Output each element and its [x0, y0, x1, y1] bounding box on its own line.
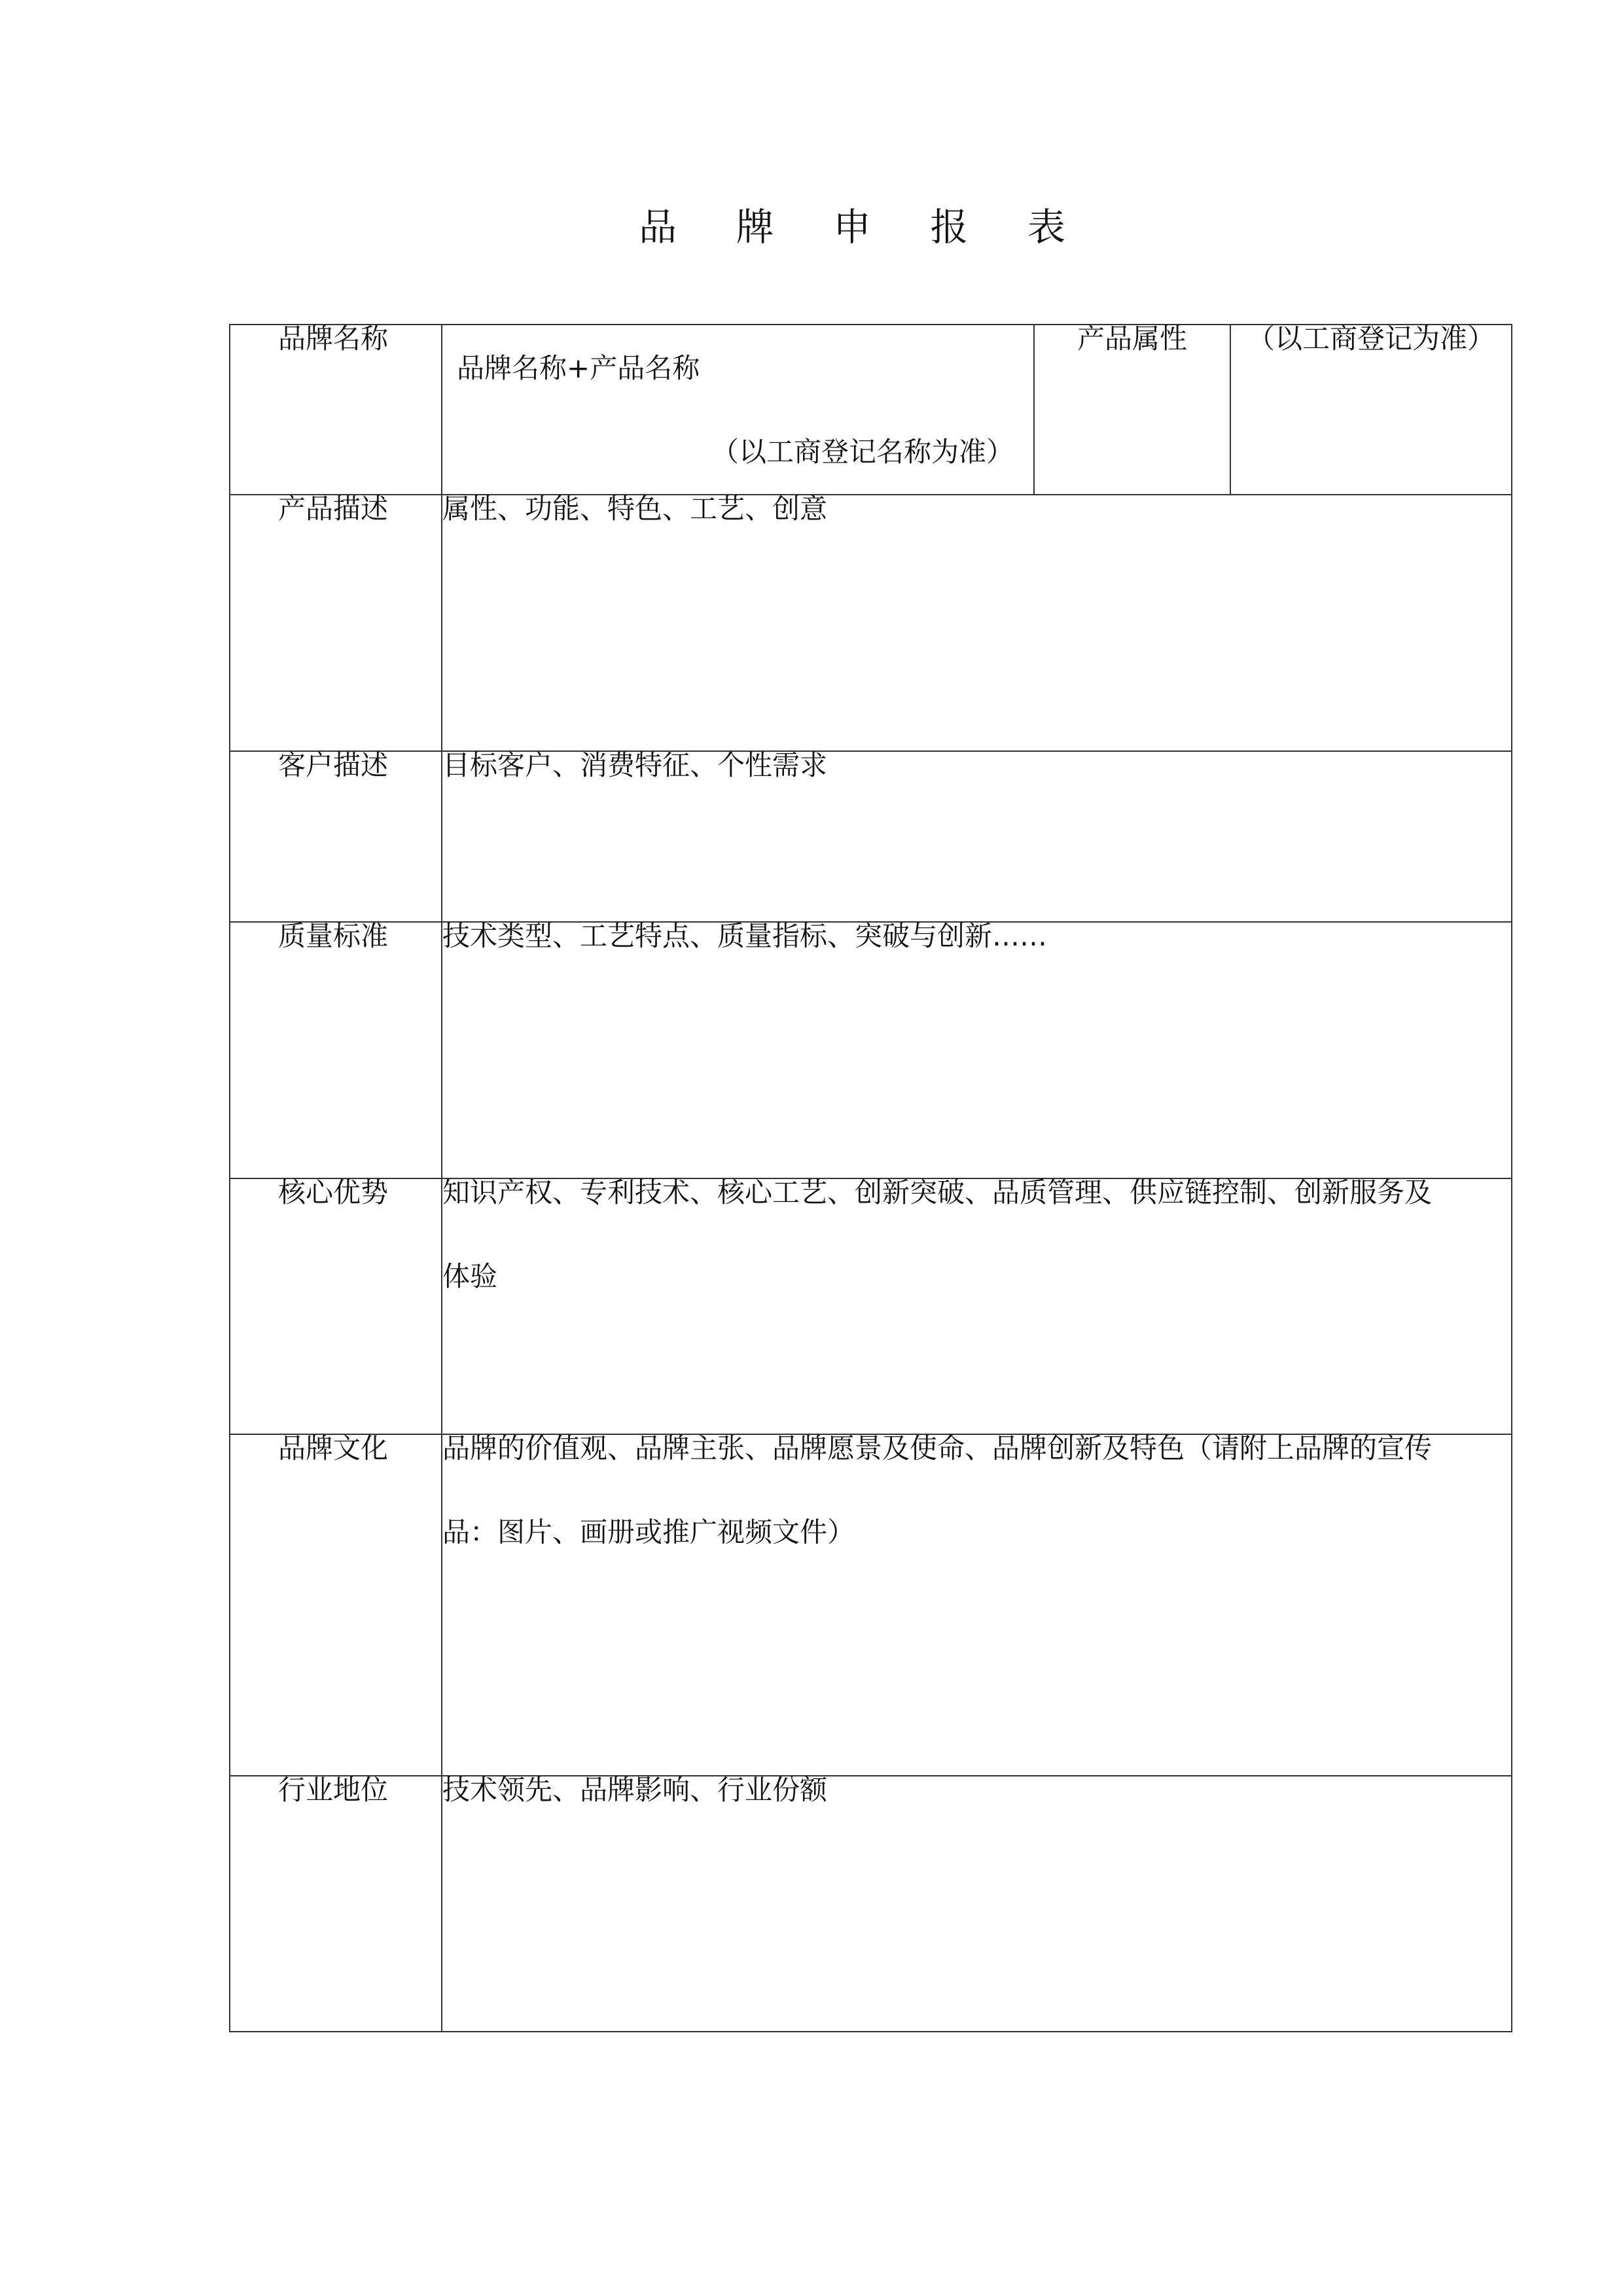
form-row-brand-culture [230, 1434, 1512, 1776]
core-advantage-label: 核心优势 [277, 1176, 388, 1209]
form-row-customer-description [230, 751, 1512, 922]
quality-standard-field[interactable] [442, 922, 1512, 1178]
product-attribute-label: 产品属性 [1077, 323, 1187, 355]
brand-name-field[interactable] [442, 325, 1034, 495]
brand-application-form [229, 324, 1512, 2032]
product-attribute-label-cell [1034, 325, 1230, 495]
form-row-industry-position [230, 1776, 1512, 2032]
product-description-field[interactable] [442, 495, 1512, 751]
core-advantage-label-cell [230, 1178, 442, 1434]
industry-position-text: 技术领先、品牌影响、行业份额 [442, 1774, 828, 1806]
core-advantage-text-line-1: 知识产权、专利技术、核心工艺、创新突破、品质管理、供应链控制、创新服务及 [442, 1176, 1433, 1209]
product-description-label: 产品描述 [277, 493, 388, 525]
product-description-text: 属性、功能、特色、工艺、创意 [442, 493, 828, 525]
form-row-core-advantage [230, 1178, 1512, 1434]
product-attribute-field[interactable] [1230, 325, 1512, 495]
customer-description-label: 客户描述 [277, 749, 388, 781]
form-row-quality-standard [230, 922, 1512, 1178]
industry-position-label-cell [230, 1776, 442, 2032]
brand-culture-label-cell [230, 1434, 442, 1776]
product-attribute-value: （以工商登记为准） [1247, 323, 1495, 355]
brand-name-note: （以工商登记名称为准） [711, 436, 1014, 468]
industry-position-label: 行业地位 [277, 1774, 388, 1806]
product-description-label-cell [230, 495, 442, 751]
quality-standard-label: 质量标准 [277, 920, 388, 952]
brand-name-value: 品牌名称+产品名称 [457, 352, 700, 384]
core-advantage-field[interactable] [442, 1178, 1512, 1434]
brand-culture-text-line-1: 品牌的价值观、品牌主张、品牌愿景及使命、品牌创新及特色（请附上品牌的宣传 [442, 1432, 1433, 1464]
form-row-brand-name [230, 325, 1512, 495]
brand-culture-field[interactable] [442, 1434, 1512, 1776]
customer-description-label-cell [230, 751, 442, 922]
core-advantage-text-line-2: 体验 [442, 1260, 498, 1292]
industry-position-field[interactable] [442, 1776, 1512, 2032]
quality-standard-text: 技术类型、工艺特点、质量指标、突破与创新…… [442, 920, 1048, 952]
brand-name-label-cell [230, 325, 442, 495]
quality-standard-label-cell [230, 922, 442, 1178]
page-title: 品 牌 申 报 表 [639, 205, 1089, 249]
form-row-product-description [230, 495, 1512, 751]
brand-culture-label: 品牌文化 [277, 1432, 388, 1464]
customer-description-text: 目标客户、消费特征、个性需求 [442, 749, 828, 781]
brand-culture-text-line-2: 品：图片、画册或推广视频文件） [442, 1516, 855, 1548]
customer-description-field[interactable] [442, 751, 1512, 922]
brand-name-label: 品牌名称 [277, 323, 388, 355]
